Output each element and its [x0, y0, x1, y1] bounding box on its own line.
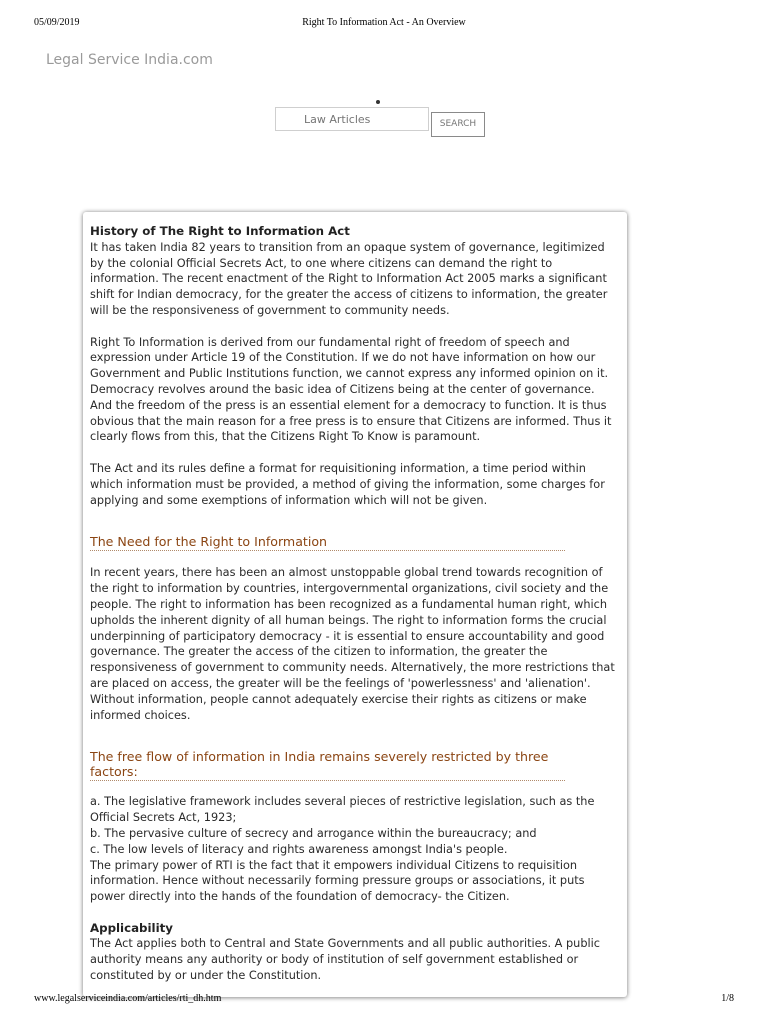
history-paragraph-3: The Act and its rules define a format for requisitioning information, a time period within which information must be provided, a method of giving the information, some charges for applying and some exemptions of information which will not be given. — [90, 461, 605, 507]
flow-paragraph: The primary power of RTI is the fact that it empowers individual Citizens to requisition information. Hence without necessarily forming pressure groups or associations, it puts power directly into the hands of the foundation of democracy- the Citizen. — [90, 858, 585, 904]
applicability-paragraph: The Act applies both to Central and State Governments and all public authorities. A public authority means any authority or body of institution of self government established or constituted by or under the Constitution. — [90, 937, 600, 983]
print-date: 05/09/2019 — [34, 17, 80, 28]
applicability-heading: Applicability — [90, 920, 173, 935]
need-heading: The Need for the Right to Information — [90, 534, 565, 551]
history-paragraph-1: It has taken India 82 years to transition from an opaque system of governance, legitimized by the colonial Official Secrets Act, to one where citizens can demand the right to information. The recent enactment of the Right to Information Act 2005 marks a significant shift for Indian democracy, for the greater the access of citizens to information, the greater will be the responsiveness of government to community needs. — [90, 240, 608, 317]
search-input[interactable] — [275, 107, 429, 131]
need-paragraph: In recent years, there has been an almost unstoppable global trend towards recognition of the right to information by countries, intergovernmental organizations, civil society and the people. The right to information has been recognized as a fundamental human right, which upholds the inherent dignity of all human beings. The right to information forms the crucial underpinning of participatory democracy - it is essential to ensure accountability and good governance. The greater the access of the citizen to information, the greater the responsiveness of government to community needs. Alternatively, the more restrictions that are placed on access, the greater will be the feelings of 'powerlessness' and 'alienation'. Without information, people cannot adequately exercise their rights as citizens or make informed choices. — [90, 566, 615, 722]
print-header — [0, 17, 768, 31]
print-url: www.legalserviceindia.com/articles/rti_dh.htm — [34, 993, 222, 1004]
history-heading: History of The Right to Information Act — [90, 224, 350, 238]
factor-c: c. The low levels of literacy and rights awareness amongst India's people. — [90, 842, 508, 856]
site-title-link[interactable]: Legal Service India.com — [46, 52, 213, 68]
factor-b: b. The pervasive culture of secrecy and arrogance within the bureaucracy; and — [90, 826, 537, 840]
print-page-title: Right To Information Act - An Overview — [302, 17, 466, 28]
search-button[interactable]: SEARCH — [431, 112, 485, 137]
article-card — [83, 212, 627, 997]
bullet-dot-icon — [376, 100, 380, 104]
factor-a: a. The legislative framework includes several pieces of restrictive legislation, such as the Official Secrets Act, 1923; — [90, 795, 595, 825]
print-page-number: 1/8 — [721, 993, 734, 1004]
history-paragraph-2: Right To Information is derived from our fundamental right of freedom of speech and expression under Article 19 of the Constitution. If we do not have information on how our Government and Public Institutions function, we cannot express any informed opinion on it. Democracy revolves around the basic idea of Citizens being at the center of governance. And the freedom of the press is an essential element for a democracy to function. It is thus obvious that the main reason for a free press is to ensure that Citizens are informed. Thus it clearly flows from this, that the Citizens Right To Know is paramount. — [90, 335, 612, 444]
flow-heading: The free flow of information in India remains severely restricted by three factors: — [90, 749, 565, 781]
article-body — [90, 224, 620, 984]
print-footer — [0, 993, 768, 1007]
